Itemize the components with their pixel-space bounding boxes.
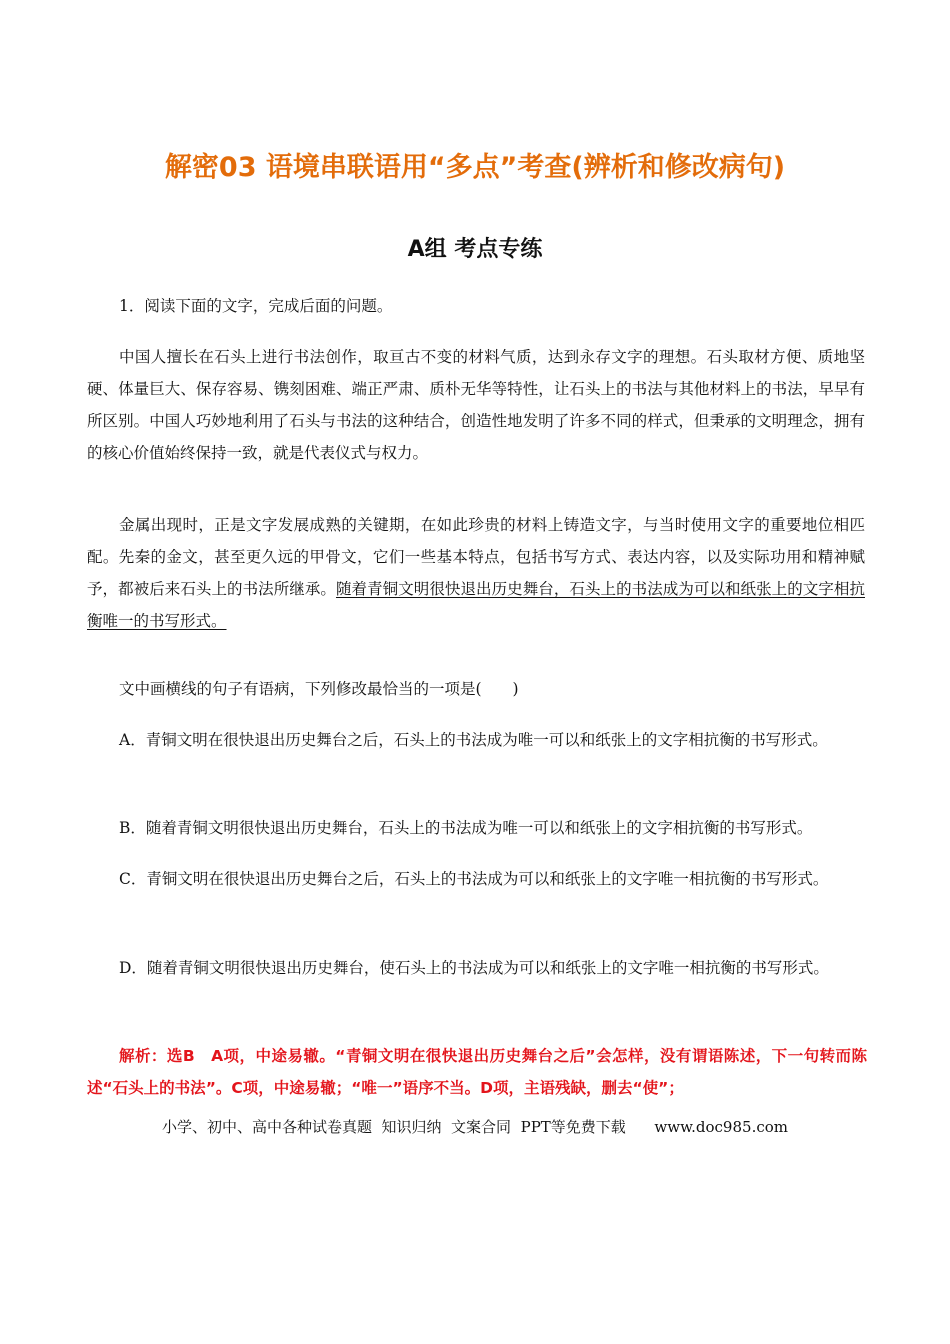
underlined-sentence: 随着青铜文明很快退出历史舞台，石头上的书法成为可以和纸张上的文字相抗衡唯一的书写形式。 (87, 580, 865, 630)
option-a: A．青铜文明在很快退出历史舞台之后，石头上的书法成为唯一可以和纸张上的文字相抗衡的书写形式。 (119, 731, 828, 749)
option-b: B．随着青铜文明很快退出历史舞台，石头上的书法成为唯一可以和纸张上的文字相抗衡的书写形式。 (119, 819, 813, 837)
passage-paragraph-1: 中国人擅长在石头上进行书法创作，取亘古不变的材料气质，达到永存文字的理想。石头取材方便、质地坚硬、体量巨大、保存容易、镌刻困难、端正严肃、质朴无华等特性，让石头上的书法与其他材料上的书法，早早有所区别。中国人巧妙地利用了石头与书法的这种结合，创造性地发明了许多不同的样式，但秉承的文明理念，拥有的核心价值始终保持一致，就是代表仪式与权力。 (87, 348, 865, 462)
option-c: C．青铜文明在很快退出历史舞台之后，石头上的书法成为可以和纸张上的文字唯一相抗衡的书写形式。 (119, 870, 829, 888)
question-prompt: 文中画横线的句子有语病，下列修改最恰当的一项是( ) (119, 680, 519, 698)
passage-text: 金属出现时，正是文字发展成熟的关键期，在如此珍贵的材料上铸造文字，与当时使用文字的重要地位相匹配。先秦的金文，甚至更久远的甲骨文，它们一些基本特点，包括书写方式、表达内容，以及实际功用和精神赋予，都被后来石头上的书法所继承。 (87, 516, 865, 598)
passage-paragraph-2 (87, 509, 865, 637)
option-d: D．随着青铜文明很快退出历史舞台，使石头上的书法成为可以和纸张上的文字唯一相抗衡的书写形式。 (119, 959, 829, 977)
section-heading: A组 考点专练 (407, 237, 543, 262)
question-intro: 1．阅读下面的文字，完成后面的问题。 (119, 297, 393, 315)
document-title: 解密03 语境串联语用“多点”考查(辨析和修改病句) (164, 152, 786, 183)
answer-analysis: 解析：选B A项，中途易辙。“青铜文明在很快退出历史舞台之后”会怎样，没有谓语陈述，下一句转而陈述“石头上的书法”。C项，中途易辙；“唯一”语序不当。D项，主语残缺，删去“使”； (87, 1047, 867, 1097)
page-footer: 小学、初中、高中各种试卷真题 知识归纳 文案合同 PPT等免费下载 www.doc985.com (161, 1118, 788, 1136)
